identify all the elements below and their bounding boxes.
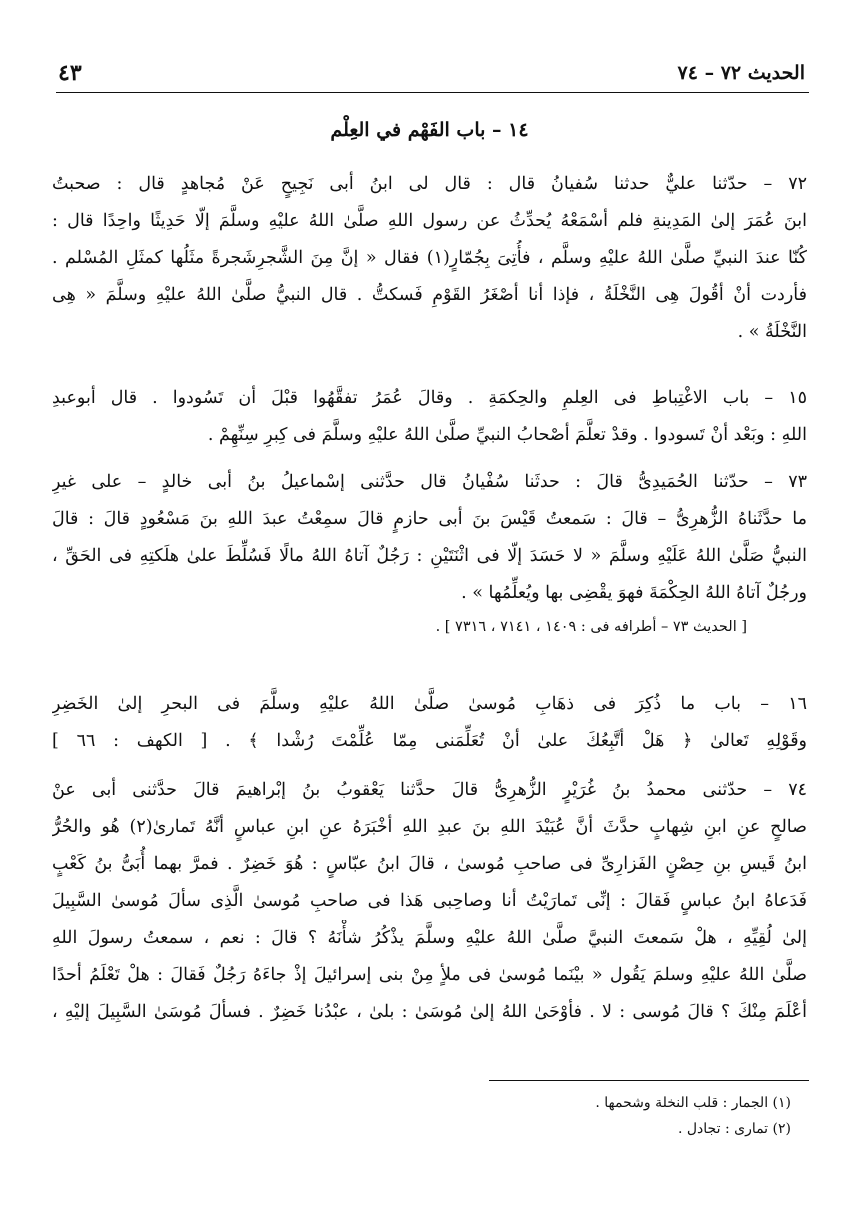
hadith-72: [52, 166, 807, 351]
text-line: إلىٰ لُقِيِّهِ ، هلْ سَمعتَ النبيَّ صلَّىٰ اللهُ عليْهِ وسلَّمَ يذْكُرُ شأْنَهُ ؟ قالَ : نعم ، سمعتُ رسولَ اللهِ: [52, 928, 807, 948]
footnote: (١) الجمار : قلب النخلة وشحمها .: [595, 1095, 791, 1111]
text-line: كُنّا عندَ النبيِّ صلَّىٰ اللهُ عليْهِ وسلَّم ، فأُتِىَ بِجُمّارٍ(١) فقال « إنَّ مِنَ الشَّجرِشَجرةً مثَلُها كمثَلِ المُسْلم .: [52, 248, 807, 268]
text-line: وقَوْلِهِ تَعالىٰ ﴿ هَلْ أتَّبِعُكَ علىٰ أنْ تُعَلِّمَنى مِمّا عُلِّمْتَ رُشْدا ﴾ . [ الكهف : ٦٦ ]: [52, 731, 807, 751]
footnote: (٢) تمارى : تجادل .: [677, 1121, 791, 1137]
section-14-heading: [52, 112, 807, 149]
text-line: فأردت أنْ أقُولَ هِى النَّخْلَةُ ، فإذا أنا أصْغَرُ القَوْمِ فَسكتُّ . قال النبيُّ صلَّىٰ اللهُ عليْهِ وسلَّمَ « هِى: [52, 285, 807, 305]
text-line: ١٦ – باب ما ذُكِرَ فى ذهَابِ مُوسىٰ صلَّىٰ اللهُ عليْهِ وسلَّمَ فى البحرِ إلىٰ الخَضِرِ: [52, 694, 807, 714]
running-title: الحديث ٧٢ – ٧٤: [677, 62, 805, 84]
text-line: صالحٍ عنِ ابنِ شِهابٍ حدَّثَ أنَّ عُبَيْدَ اللهِ بنَ عبدِ اللهِ أخْبَرَهُ عنِ ابنِ عباسٍ أنَّهُ تَمارىٰ(٢) هُو والحُرُّ: [52, 817, 807, 837]
hadith-74: [52, 772, 807, 1031]
text-line: ما حدَّثَناهُ الزُّهرِىُّ – قالَ : سَمعتُ قَيْسَ بنَ أبى حازمٍ قالَ سمِعْتُ عبدَ اللهِ بنَ مَسْعُودٍ قالَ : قالَ: [52, 509, 807, 529]
footnote-rule: [489, 1080, 809, 1081]
text-line: ٧٢ – حدّثنا عليٌّ حدثنا سُفيانُ قال : قال لى ابنُ أبى نَجِيحٍ عَنْ مُجاهدٍ قال : صحبتُ: [52, 174, 807, 194]
text-line: ٧٤ – حدّثنى محمدُ بنُ غُرَيْرٍ الزُّهرِىُّ قالَ حدَّثنا يَعْقوبُ بنُ إبْراهيمَ قالَ حدَّثنى أبى عنْ: [52, 780, 807, 800]
text-line: ٧٣ – حدّثنا الحُمَيدِىُّ قالَ : حدثَنا سُفْيانُ قال حدَّثنى إسْماعيلُ بنُ أبى خالدٍ – على غيرِ: [52, 472, 807, 492]
text-line: اللهِ : وبَعْد أنْ تَسودوا . وقدْ تعلَّمَ أصْحابُ النبيِّ صلَّىٰ اللهُ عليْهِ وسلَّمَ فى كِبرِ سِنِّهِمْ .: [207, 425, 807, 445]
section-16: [52, 686, 807, 760]
text-line: أعْلَمَ مِنْكَ ؟ قالَ مُوسى : لا . فأوْحَىٰ اللهُ إلىٰ مُوسَىٰ : بلىٰ ، عبْدُنا خَضِرٌ . فسألَ مُوسَىٰ السَّبِيلَ إليْهِ ،: [52, 1002, 807, 1022]
text-line: ورجُلٌ آتاهُ اللهُ الحِكْمَةَ فهوَ يقْضِى بها ويُعلِّمُها » .: [461, 583, 807, 603]
text-line: ابنَ عُمَرَ إلىٰ المَدِينةِ فلم أسْمَعْهُ يُحدِّثُ عن رسول اللهِ صلَّىٰ اللهُ عليْهِ وسلَّمَ إلّا حَدِيثًا واحِدًا قال :: [52, 211, 807, 231]
page-header: [58, 58, 805, 88]
page-number: ٤٣: [58, 60, 82, 86]
section-15: [52, 380, 807, 454]
text-line: ابنُ قَيسِ بنِ حِصْنٍ الفَزارِىِّ فى صاحبِ مُوسىٰ ، قالَ ابنُ عبّاسٍ : هُوَ خَضِرٌ . فمرَّ بهما أُبَىُّ بنُ كَعْبٍ: [52, 854, 807, 874]
text-line: ١٥ – باب الاغْتِباطِ فى العِلمِ والحِكمَةِ . وقالَ عُمَرُ تفقَّهُوا قبْلَ أن تَسُودوا . قال أبوعبدِ: [52, 388, 807, 408]
section-title: ١٤ – باب الفَهْم في العِلْم: [330, 119, 529, 141]
header-rule: [56, 92, 809, 93]
text-line: النَّخْلَةُ » .: [737, 322, 807, 342]
text-line: النبيُّ صَلَّىٰ اللهُ عَلَيْهِ وسلَّمَ « لا حَسَدَ إلّا فى اثْنَتَيْنِ : رَجُلٌ آتاهُ اللهُ مالًا فَسُلِّطَ علىٰ هلَكتِهِ فى الحَقِّ ،: [52, 546, 807, 566]
text-line: صلَّىٰ اللهُ عليْهِ وسلمَ يَقُول « بيْنَما مُوسىٰ فى ملأٍ مِنْ بنى إسرائيلَ إذْ جاءَهُ رَجُلٌ فَقالَ : هلْ تَعْلَمُ أحدًا: [52, 965, 807, 985]
hadith-73: [52, 464, 807, 642]
footnotes: [191, 1090, 791, 1142]
text-line: فَدَعاهُ ابنُ عباسٍ فَقالَ : إنِّى تَمارَيْتُ أنا وصاحِبى هَذا فى صاحبِ مُوسىٰ الَّذِى سألَ مُوسىٰ السَّبِيلَ: [52, 891, 807, 911]
cross-reference: [ الحديث ٧٣ – أطرافه فى : ١٤٠٩ ، ٧١٤١ ، ٧٣١٦ ] .: [435, 619, 747, 635]
